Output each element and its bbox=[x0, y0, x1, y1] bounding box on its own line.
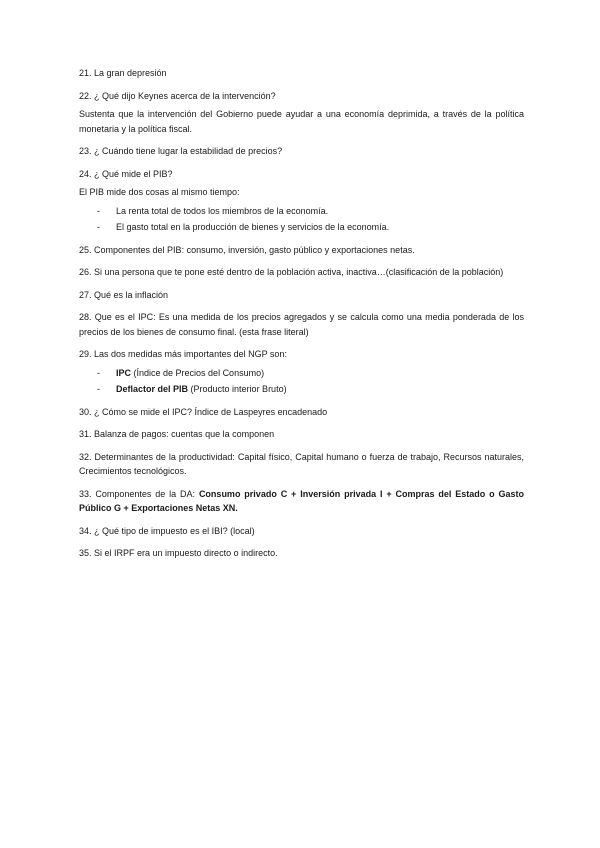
list-item: - Deflactor del PIB (Producto interior Bruto) bbox=[79, 382, 524, 397]
ngp-measures-list bbox=[79, 366, 524, 397]
question-28: 28. Que es el IPC: Es una medida de los precios agregados y se calcula como una media ponderada de los precios de los bienes de consumo final. (esta frase literal) bbox=[79, 312, 524, 337]
answer-22: Sustenta que la intervención del Gobierno puede ayudar a una economía deprimida, a través de la política monetaria y la política fiscal. bbox=[79, 109, 524, 134]
question-33: 33. Componentes de la DA: Consumo privado C + Inversión privada I + Compras del Estado o Gasto Público G + Exportaciones Netas XN. bbox=[79, 488, 524, 513]
question-32: 32. Determinantes de la productividad: Capital físico, Capital humano o fuerza de trabajo, Recursos naturales, Crecimientos tecnológicos. bbox=[79, 451, 524, 476]
list-item: - La renta total de todos los miembros de la economía. bbox=[79, 204, 524, 219]
dash-bullet: - bbox=[97, 222, 100, 232]
question-31: 31. Balanza de pagos: cuentas que la componen bbox=[79, 429, 275, 439]
question-25: 25. Componentes del PIB: consumo, inversión, gasto público y exportaciones netas. bbox=[79, 244, 415, 255]
question-35: 35. Si el IRPF era un impuesto directo o indirecto. bbox=[79, 548, 278, 558]
question-21: 21. La gran depresión bbox=[79, 68, 167, 78]
question-22: 22. ¿ Qué dijo Keynes acerca de la intervención? bbox=[79, 90, 276, 101]
pib-measures-list bbox=[79, 204, 524, 235]
list-item: - IPC (Índice de Precios del Consumo) bbox=[79, 366, 524, 381]
question-27: 27. Qué es la inflación bbox=[79, 289, 169, 300]
question-30: 30. ¿ Cómo se mide el IPC? Índice de Laspeyres encadenado bbox=[79, 406, 328, 417]
answer-24-intro: El PIB mide dos cosas al mismo tiempo: bbox=[79, 187, 240, 197]
question-26: 26. Si una persona que te pone esté dentro de la población activa, inactiva…(clasificación de la población) bbox=[79, 267, 504, 277]
dash-bullet: - bbox=[97, 205, 100, 216]
document-body bbox=[79, 66, 524, 569]
question-29: 29. Las dos medidas más importantes del NGP son: bbox=[79, 349, 287, 359]
question-24: 24. ¿ Qué mide el PIB? bbox=[79, 168, 173, 179]
dash-bullet: - bbox=[97, 384, 100, 394]
dash-bullet: - bbox=[97, 367, 100, 378]
list-item: - El gasto total en la producción de bienes y servicios de la economía. bbox=[79, 220, 524, 235]
question-23: 23. ¿ Cuándo tiene lugar la estabilidad de precios? bbox=[79, 146, 283, 156]
question-34: 34. ¿ Qué tipo de impuesto es el IBI? (local) bbox=[79, 525, 255, 536]
